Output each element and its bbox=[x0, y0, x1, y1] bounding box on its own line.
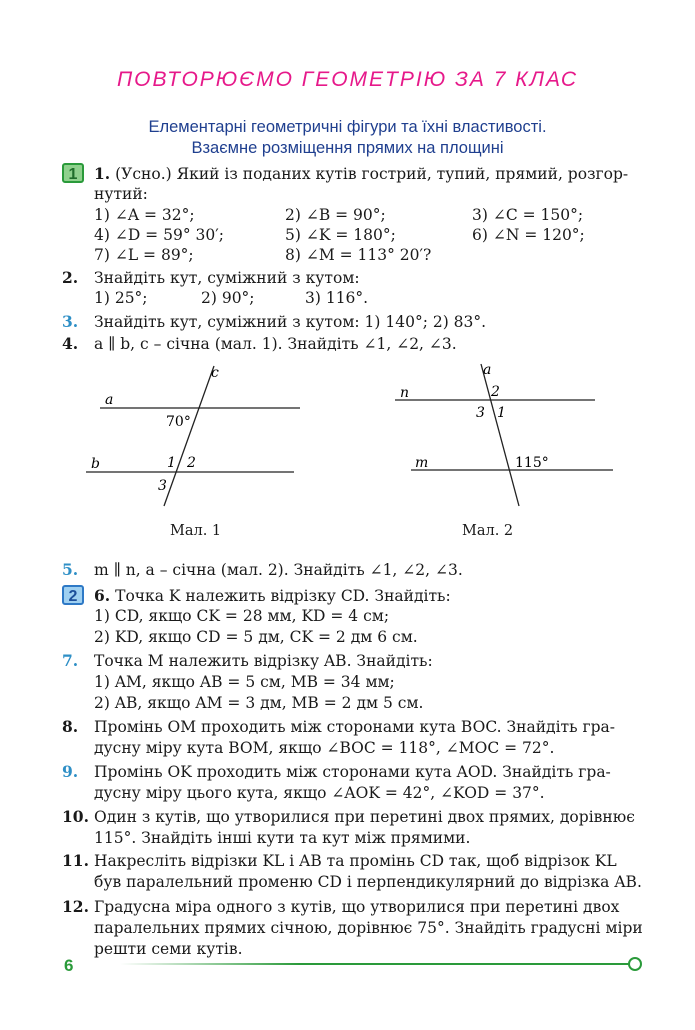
angle-2-label: 2 bbox=[491, 384, 500, 400]
angle-1-label: 1 bbox=[167, 455, 176, 471]
angle-1-label: 1 bbox=[497, 405, 506, 421]
problem-5-text: m ∥ n, a – січна (мал. 2). Знайдіть ∠1, ∠2, ∠3. bbox=[94, 561, 463, 579]
problem-9-line: Промінь OK проходить між сторонами кута AOD. Знайдіть гра- bbox=[94, 763, 611, 781]
problem-6-text: 6. Точка K належить відрізку CD. Знайдіть: bbox=[94, 586, 451, 605]
problem-7-text: Точка M належить відрізку AB. Знайдіть: bbox=[94, 652, 433, 670]
problem-6-item: 1) CD, якщо CK = 28 мм, KD = 4 см; bbox=[94, 607, 390, 625]
problem-11-line: був паралельний променю CD і перпендикулярний до відрізка AB. bbox=[94, 873, 642, 891]
problem-12-line: решти семи кутів. bbox=[94, 940, 243, 958]
subtitle-line-1: Елементарні геометричні фігури та їхні властивості. bbox=[148, 118, 547, 136]
secant-a bbox=[481, 364, 519, 506]
label-m: m bbox=[415, 455, 429, 471]
figure-2-caption: Мал. 2 bbox=[462, 523, 514, 539]
level-1-badge: 1 bbox=[62, 163, 84, 183]
label-n: n bbox=[400, 385, 410, 401]
angle-115-label: 115° bbox=[515, 455, 549, 471]
figure-2-diagram bbox=[385, 360, 615, 510]
problem-11-number: 11. bbox=[62, 851, 89, 870]
problem-12-number: 12. bbox=[62, 897, 89, 916]
problem-2-number: 2. bbox=[62, 268, 79, 287]
level-2-badge: 2 bbox=[62, 585, 84, 605]
problem-1-option: 1) ∠A = 32°; bbox=[94, 206, 195, 224]
problem-10-number: 10. bbox=[62, 807, 89, 826]
problem-1-option: 4) ∠D = 59° 30′; bbox=[94, 226, 224, 244]
page-title: ПОВТОРЮЄМО ГЕОМЕТРІЮ ЗА 7 КЛАС bbox=[116, 68, 579, 91]
problem-7-number: 7. bbox=[62, 651, 79, 670]
angle-3-label: 3 bbox=[476, 405, 485, 421]
problem-1-option: 6) ∠N = 120°; bbox=[472, 226, 585, 244]
problem-11-line: Накресліть відрізки KL і AB та промінь CD так, щоб відрізок KL bbox=[94, 852, 617, 870]
section-subtitle bbox=[0, 117, 695, 159]
problem-8-line: дусну міру кута BOM, якщо ∠BOC = 118°, ∠MOC = 72°. bbox=[94, 739, 555, 757]
problem-1-head-cont: нутий: bbox=[94, 185, 148, 203]
page-number: 6 bbox=[64, 956, 74, 975]
problem-2-option: 3) 116°. bbox=[305, 289, 369, 307]
problem-7-item: 2) AB, якщо AM = 3 дм, MB = 2 дм 5 см. bbox=[94, 694, 424, 712]
problem-2-option: 2) 90°; bbox=[201, 289, 255, 307]
subtitle-line-2: Взаємне розміщення прямих на площині bbox=[191, 139, 504, 157]
angle-2-label: 2 bbox=[187, 455, 196, 471]
label-a: a bbox=[483, 362, 492, 378]
figure-1-caption: Мал. 1 bbox=[170, 523, 222, 539]
footer-divider bbox=[120, 963, 632, 965]
angle-70-label: 70° bbox=[166, 414, 191, 430]
problem-6-item: 2) KD, якщо CD = 5 дм, CK = 2 дм 6 см. bbox=[94, 628, 418, 646]
problem-2-option: 1) 25°; bbox=[94, 289, 148, 307]
problem-12-line: Градусна міра одного з кутів, що утворилися при перетині двох bbox=[94, 898, 620, 916]
problem-4-number: 4. bbox=[62, 334, 79, 353]
problem-2-text: Знайдіть кут, суміжний з кутом: bbox=[94, 269, 360, 287]
problem-1-option: 7) ∠L = 89°; bbox=[94, 246, 194, 264]
figure-1-diagram bbox=[80, 360, 310, 510]
problem-10-line: Один з кутів, що утворилися при перетині двох прямих, дорівнює bbox=[94, 808, 635, 826]
problem-10-line: 115°. Знайдіть інші кути та кут між прямими. bbox=[94, 829, 471, 847]
problem-1-option: 5) ∠K = 180°; bbox=[285, 226, 396, 244]
problem-4-text: a ∥ b, c – січна (мал. 1). Знайдіть ∠1, ∠2, ∠3. bbox=[94, 335, 457, 353]
problem-1-option: 2) ∠B = 90°; bbox=[285, 206, 386, 224]
label-c: c bbox=[211, 365, 219, 381]
label-a: a bbox=[105, 392, 114, 408]
problem-8-number: 8. bbox=[62, 717, 79, 736]
problem-1-option: 8) ∠M = 113° 20′? bbox=[285, 246, 432, 264]
problem-9-line: дусну міру цього кута, якщо ∠AOK = 42°, ∠KOD = 37°. bbox=[94, 784, 545, 802]
angle-3-label: 3 bbox=[158, 478, 167, 494]
footer-circle-icon bbox=[628, 957, 642, 971]
label-b: b bbox=[91, 456, 100, 472]
problem-12-line: паралельних прямих січною, дорівнює 75°. Знайдіть градусні міри bbox=[94, 919, 643, 937]
problem-8-line: Промінь OM проходить між сторонами кута BOC. Знайдіть гра- bbox=[94, 718, 616, 736]
problem-7-item: 1) AM, якщо AB = 5 см, MB = 34 мм; bbox=[94, 673, 395, 691]
problem-3-number: 3. bbox=[62, 312, 79, 331]
problem-9-number: 9. bbox=[62, 762, 79, 781]
problem-3-text: Знайдіть кут, суміжний з кутом: 1) 140°; 2) 83°. bbox=[94, 313, 487, 331]
problem-1-head: 1. (Усно.) Який із поданих кутів гострий, тупий, прямий, розгор- bbox=[94, 164, 629, 183]
secant-c bbox=[164, 366, 214, 506]
problem-5-number: 5. bbox=[62, 560, 79, 579]
problem-1-option: 3) ∠C = 150°; bbox=[472, 206, 584, 224]
